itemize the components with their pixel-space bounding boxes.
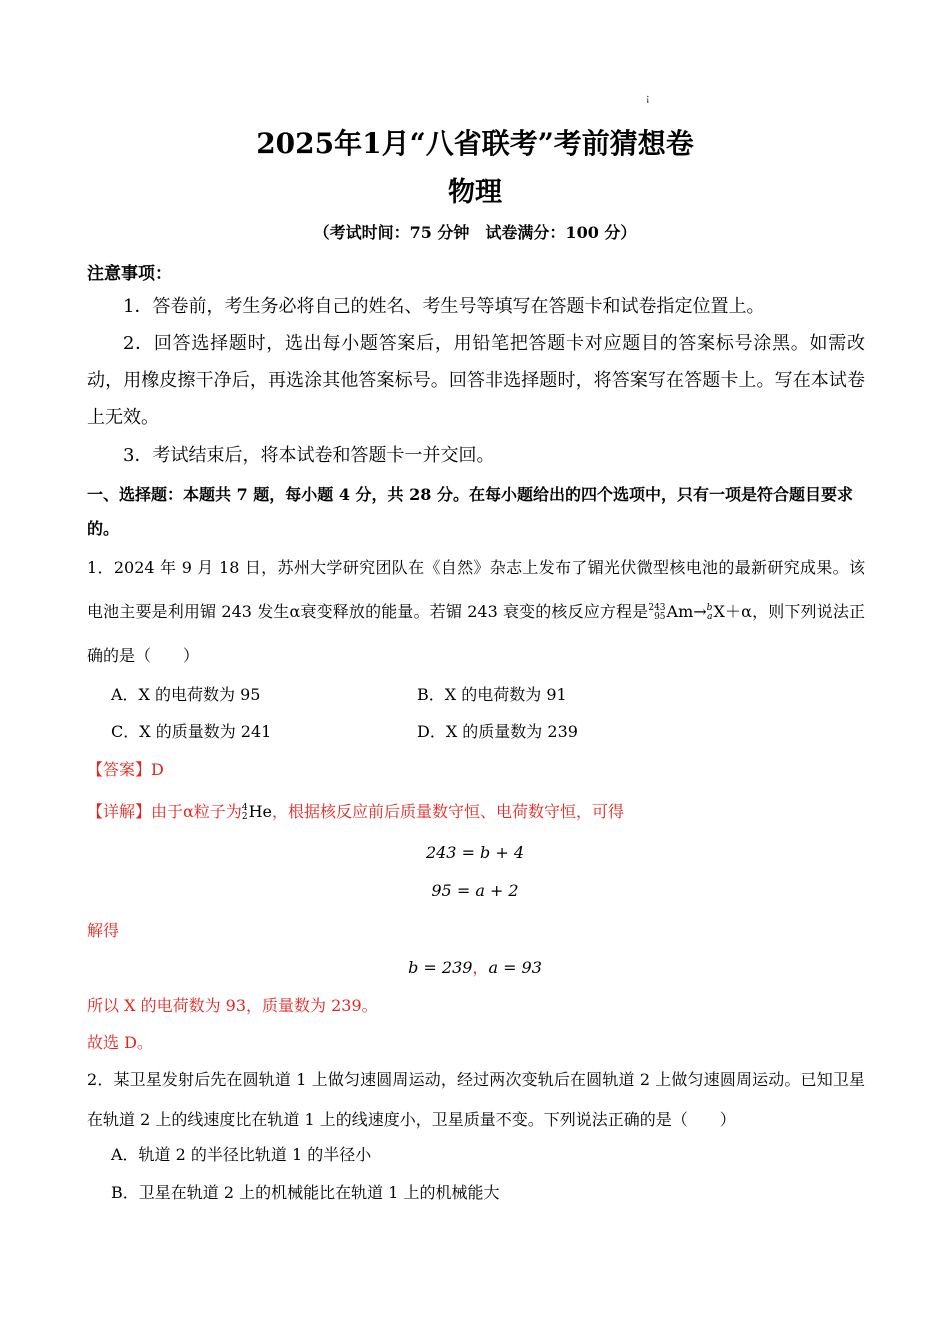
section-heading: 一、选择题：本题共 7 题，每小题 4 分，共 28 分。在每小题给出的四个选项中，只有一项是符合题目要求的。 xyxy=(87,485,853,538)
exam-info: （考试时间：75 分钟 试卷满分：100 分） xyxy=(313,223,637,242)
q1-conclusion: 所以 X 的电荷数为 93，质量数为 239。 xyxy=(87,996,378,1015)
x-nuclide-indices xyxy=(707,604,713,622)
equation-result xyxy=(0,955,950,978)
q2-option-a: A．轨道 2 的半径比轨道 1 的半径小 xyxy=(111,1145,372,1164)
question-1-stem xyxy=(87,546,865,678)
notice-item-2: 2．回答选择题时，选出每小题答案后，用铅笔把答题卡对应题目的答案标号涂黑。如需改动，用橡皮擦干净后，再选涂其他答案标号。回答非选择题时，将答案写在答题卡上。写在本试卷上无效。 xyxy=(87,333,865,428)
he-nuclide-indices xyxy=(242,804,248,822)
exam-subject: 物理 xyxy=(448,177,502,208)
am-mass-number: 243 xyxy=(648,602,666,613)
q1-answer: 【答案】D xyxy=(87,760,164,779)
q1-option-c: C．X 的质量数为 241 xyxy=(111,722,272,741)
q1-stem-part-b: ，则下列说法正确的是（ ） xyxy=(87,602,865,665)
equation-charge: 95 = a + 2 xyxy=(431,881,519,900)
equation-mass: 243 = b + 4 xyxy=(425,843,525,862)
result-b: b = 239 xyxy=(408,958,473,977)
he-symbol: He xyxy=(248,802,272,821)
x-mass-number: b xyxy=(706,602,713,613)
notice-heading: 注意事项： xyxy=(87,264,172,284)
notice-item-3: 3．考试结束后，将本试卷和答题卡一并交回。 xyxy=(123,445,495,466)
am-nuclide-indices xyxy=(648,604,665,622)
q1-option-b: B．X 的电荷数为 91 xyxy=(417,685,567,704)
detail-part-a: 由于α粒子为 xyxy=(151,802,242,821)
solve-label: 解得 xyxy=(87,921,120,940)
x-products: X＋α xyxy=(713,602,752,621)
q1-choose: 故选 D。 xyxy=(87,1033,153,1052)
result-separator: ， xyxy=(472,958,489,977)
reaction-arrow: → xyxy=(693,602,707,621)
am-charge-number: 95 xyxy=(654,611,666,622)
q1-option-a: A．X 的电荷数为 95 xyxy=(111,685,261,704)
q1-stem-part-a: 1．2024 年 9 月 18 日，苏州大学研究团队在《自然》杂志上发布了镅光伏微型核电池的最新研究成果。该电池主要是利用镅 243 发生α衰变释放的能量。若镅 243 衰变的核反应方程是 xyxy=(87,558,865,621)
notice-item-1: 1．答卷前，考生务必将自己的姓名、考生号等填写在答题卡和试卷指定位置上。 xyxy=(123,296,765,317)
he-charge-number: 2 xyxy=(241,811,248,822)
detail-part-b: ，根据核反应前后质量数守恒、电荷数守恒，可得 xyxy=(271,802,624,821)
q1-option-d: D．X 的质量数为 239 xyxy=(417,722,578,741)
question-2-stem: 2．某卫星发射后先在圆轨道 1 上做匀速圆周运动，经过两次变轨后在圆轨道 2 上做匀速圆周运动。已知卫星在轨道 2 上的线速度比在轨道 1 上的线速度小，卫星质量不变。下列说法正确的是（ ） xyxy=(87,1070,865,1129)
exam-title: 2025年1月“八省联考”考前猜想卷 xyxy=(256,127,694,160)
detail-label: 【详解】 xyxy=(87,802,152,821)
result-a: a = 93 xyxy=(488,958,542,977)
x-charge-number: a xyxy=(707,611,713,622)
top-mark: ¡ xyxy=(646,94,650,104)
am-symbol: Am xyxy=(666,602,694,621)
q1-detail xyxy=(87,799,624,822)
he-mass-number: 4 xyxy=(241,802,248,813)
q2-option-b: B．卫星在轨道 2 上的机械能比在轨道 1 上的机械能大 xyxy=(111,1183,500,1202)
